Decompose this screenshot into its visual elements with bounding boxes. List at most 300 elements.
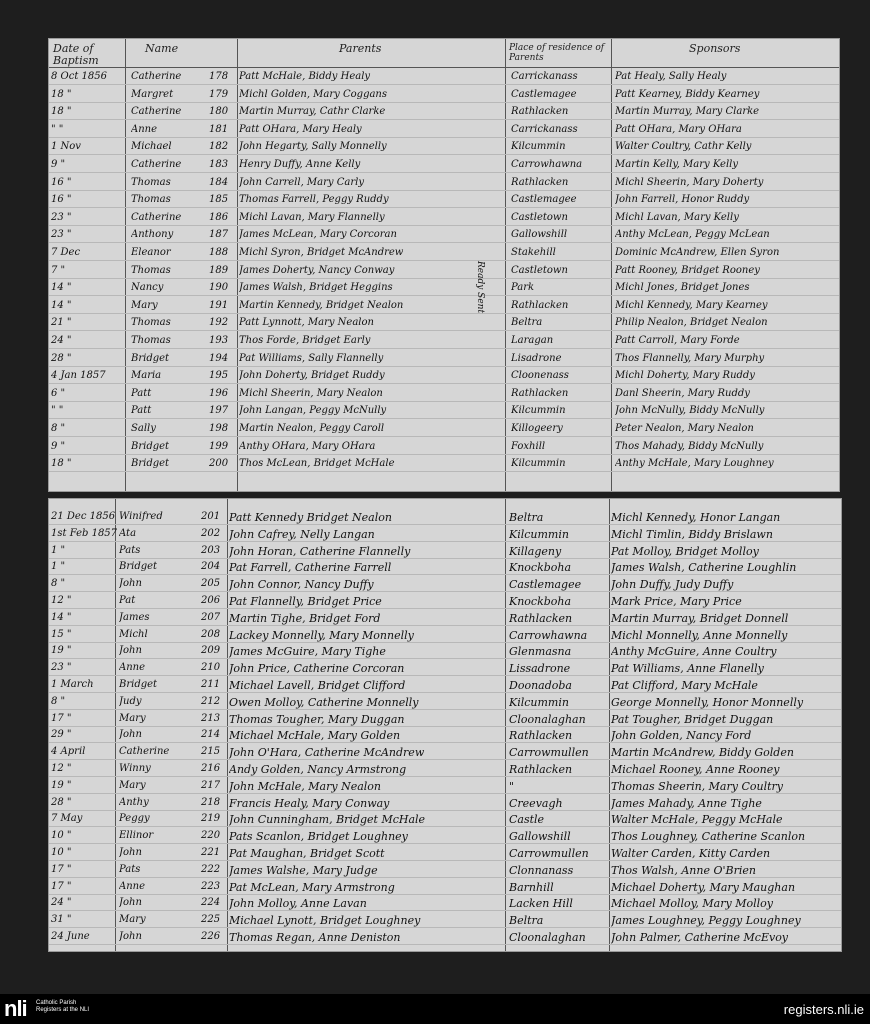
line-rule: [49, 675, 841, 676]
entry-sp: Michael Rooney, Anne Rooney: [611, 763, 780, 776]
entry-num: 182: [209, 141, 229, 153]
entry-parents: Owen Molloy, Catherine Monnelly: [229, 695, 419, 709]
register-entry: [49, 229, 839, 242]
entry-sp: Michl Lavan, Mary Kelly: [615, 211, 739, 223]
entry-res: Castle: [509, 813, 545, 827]
entry-parents: Anthy OHara, Mary OHara: [239, 440, 376, 452]
entry-name: Thomas: [131, 194, 171, 206]
entry-res: Rathlacken: [511, 176, 569, 188]
register-entry: [49, 247, 839, 260]
entry-name: Ata: [119, 527, 137, 539]
entry-num: 211: [201, 679, 221, 690]
register-entry: [49, 612, 841, 625]
entry-num: 222: [201, 863, 221, 875]
register-entry: [49, 931, 841, 944]
entry-num: 191: [209, 299, 229, 311]
entry-parents: Michael Lynott, Bridget Loughney: [229, 914, 421, 928]
entry-sp: Thos Walsh, Anne O'Brien: [611, 863, 756, 877]
entry-sp: Michl Doherty, Mary Ruddy: [615, 370, 755, 382]
entry-name: John: [119, 931, 142, 942]
entry-num: 178: [209, 71, 229, 82]
entry-name: Maria: [131, 370, 162, 382]
line-rule: [49, 726, 841, 727]
entry-sp: Patt Rooney, Bridget Rooney: [615, 264, 760, 276]
entry-res: Gallowshill: [511, 229, 568, 241]
entry-sp: Patt OHara, Mary OHara: [615, 123, 742, 135]
entry-num: 179: [209, 88, 229, 100]
entry-parents: John O'Hara, Catherine McAndrew: [229, 746, 425, 760]
entry-sp: John Golden, Nancy Ford: [611, 729, 752, 743]
entry-sp: Michl Timlin, Biddy Brislawn: [611, 527, 773, 541]
entry-parents: John Molloy, Anne Lavan: [229, 897, 367, 911]
entry-parents: Andy Golden, Nancy Armstrong: [229, 763, 407, 776]
entry-name: Pats: [119, 863, 141, 875]
register-entry: [49, 265, 839, 278]
entry-parents: Martin Tighe, Bridget Ford: [229, 611, 381, 625]
entry-parents: Pat Farrell, Catherine Farrell: [229, 561, 392, 575]
entry-name: Winny: [119, 763, 151, 774]
line-rule: [49, 558, 841, 559]
register-entry: [49, 458, 839, 471]
entry-date: 29 ": [51, 729, 72, 741]
entry-num: 221: [201, 847, 221, 858]
entry-res: Kilcummin: [511, 458, 566, 470]
line-rule: [49, 418, 839, 419]
entry-sp: Peter Nealon, Mary Nealon: [615, 423, 754, 434]
entry-parents: Pats Scanlon, Bridget Loughney: [229, 830, 408, 844]
entry-name: Michl: [119, 628, 148, 640]
entry-num: 187: [209, 229, 229, 241]
entry-name: John: [119, 645, 142, 657]
entry-date: 12 ": [51, 595, 72, 606]
entry-date: " ": [51, 123, 64, 135]
entry-name: Catherine: [131, 211, 182, 223]
register-entry: [49, 89, 839, 102]
entry-name: Thomas: [131, 335, 171, 346]
entry-sp: Thos Flannelly, Mary Murphy: [615, 352, 765, 364]
line-rule: [49, 658, 841, 659]
entry-date: 15 ": [51, 628, 72, 640]
line-rule: [49, 910, 841, 911]
entry-sp: John Farrell, Honor Ruddy: [615, 194, 750, 206]
entry-date: 31 ": [51, 914, 72, 926]
entry-res: Kilcummin: [509, 695, 569, 709]
entry-sp: Walter McHale, Peggy McHale: [611, 813, 783, 827]
line-rule: [49, 383, 839, 384]
header-name: Name: [145, 42, 179, 55]
entry-res: Laragan: [511, 335, 554, 346]
register-entry: [49, 282, 839, 295]
entry-name: John: [119, 847, 142, 858]
entry-num: 196: [209, 387, 229, 399]
entry-res: Cloonenass: [511, 370, 569, 382]
entry-date: 18 ": [51, 106, 72, 118]
entry-res: Knockboha: [509, 561, 572, 575]
line-rule: [49, 608, 841, 609]
entry-date: 8 Oct 1856: [51, 71, 107, 82]
entry-res: Killogeery: [511, 423, 563, 434]
entry-date: 24 ": [51, 897, 72, 909]
entry-res: Foxhill: [511, 440, 546, 452]
line-rule: [49, 894, 841, 895]
entry-num: 192: [209, 317, 229, 329]
entry-date: 7 Dec: [51, 247, 81, 258]
entry-date: 23 ": [51, 662, 72, 674]
entry-date: 4 Jan 1857: [51, 370, 106, 382]
entry-num: 197: [209, 405, 229, 417]
entry-res: Castlemagee: [509, 578, 582, 592]
entry-parents: Michl Syron, Bridget McAndrew: [239, 247, 404, 258]
site-link[interactable]: registers.nli.ie: [783, 1002, 864, 1017]
line-rule: [49, 84, 839, 85]
register-entry: [49, 914, 841, 927]
entry-num: 202: [201, 527, 221, 539]
entry-date: 10 ": [51, 830, 72, 842]
entry-name: Anthony: [131, 229, 174, 241]
entry-date: 14 ": [51, 282, 72, 294]
entry-date: 4 April: [51, 746, 86, 758]
entry-res: Clonnanass: [509, 863, 574, 877]
register-entry: [49, 847, 841, 860]
entry-parents: James McLean, Mary Corcoran: [239, 229, 397, 241]
register-entry: [49, 662, 841, 675]
entry-num: 206: [201, 595, 221, 606]
entry-res: Rathlacken: [511, 387, 569, 399]
entry-parents: Michl Lavan, Mary Flannelly: [239, 211, 385, 223]
register-entry: [49, 441, 839, 454]
line-rule: [49, 776, 841, 777]
entry-name: Anthy: [119, 796, 149, 808]
entry-res: Rathlacken: [509, 729, 573, 743]
entry-parents: James Walshe, Mary Judge: [229, 863, 378, 877]
register-entry: [49, 763, 841, 776]
entry-res: Rathlacken: [509, 611, 573, 625]
register-entry: [49, 679, 841, 692]
entry-name: Judy: [119, 695, 142, 707]
entry-res: Cloonalaghan: [509, 712, 586, 726]
line-rule: [49, 826, 841, 827]
register-entry: [49, 897, 841, 910]
entry-num: 210: [201, 662, 221, 674]
entry-sp: Pat Healy, Sally Healy: [615, 71, 727, 82]
entry-res: Castlemagee: [511, 194, 577, 206]
entry-parents: Patt Kennedy Bridget Nealon: [229, 511, 392, 524]
entry-parents: Pat McLean, Mary Armstrong: [229, 880, 395, 894]
entry-res: Lissadrone: [509, 662, 571, 676]
entry-date: 17 ": [51, 863, 72, 875]
entry-sp: Pat Molloy, Bridget Molloy: [611, 544, 759, 558]
register-entry: [49, 106, 839, 119]
register-entry: [49, 317, 839, 330]
entry-res: Lisadrone: [511, 352, 562, 364]
entry-num: 208: [201, 628, 221, 640]
entry-num: 205: [201, 578, 221, 590]
entry-num: 220: [201, 830, 221, 842]
entry-num: 214: [201, 729, 221, 741]
line-rule: [49, 759, 841, 760]
line-rule: [49, 242, 839, 243]
line-rule: [49, 471, 839, 472]
entry-name: Michael: [131, 141, 172, 153]
entry-name: Anne: [119, 880, 146, 892]
line-rule: [49, 330, 839, 331]
entry-res: ": [509, 779, 515, 793]
line-rule: [49, 295, 839, 296]
register-entry: [49, 353, 839, 366]
entry-date: 9 ": [51, 159, 66, 170]
entry-sp: Thomas Sheerin, Mary Coultry: [611, 779, 783, 793]
register-entry: [49, 545, 841, 558]
header-sponsors: Sponsors: [689, 42, 741, 55]
entry-date: 18 ": [51, 88, 72, 100]
entry-parents: Thos Forde, Bridget Early: [239, 335, 371, 346]
register-entry: [49, 696, 841, 709]
entry-num: 198: [209, 423, 229, 434]
entry-date: 10 ": [51, 847, 72, 858]
entry-date: 17 ": [51, 712, 72, 724]
entry-name: Anne: [119, 662, 146, 674]
entry-date: 24 June: [51, 931, 90, 942]
register-entry: [49, 141, 839, 154]
entry-name: Thomas: [131, 176, 171, 188]
entry-date: 14 ": [51, 611, 72, 623]
entry-sp: Thos Mahady, Biddy McNully: [615, 440, 764, 452]
entry-date: 19 ": [51, 779, 72, 791]
entry-sp: John Duffy, Judy Duffy: [611, 578, 734, 592]
entry-sp: Michael Molloy, Mary Molloy: [611, 897, 773, 911]
entry-sp: Michl Monnelly, Anne Monnelly: [611, 628, 788, 642]
header-rule: [49, 67, 839, 68]
entry-date: 28 ": [51, 352, 72, 364]
line-rule: [49, 625, 841, 626]
entry-name: Mary: [119, 779, 146, 791]
entry-name: Bridget: [131, 352, 170, 364]
entry-date: 21 Dec 1856: [51, 511, 116, 522]
entry-res: Carrowhawna: [509, 628, 588, 642]
entry-num: 188: [209, 247, 229, 258]
entry-name: Eleanor: [131, 247, 171, 258]
entry-res: Gallowshill: [509, 830, 571, 844]
entry-parents: John Doherty, Bridget Ruddy: [239, 370, 385, 382]
entry-res: Carrowmullen: [509, 847, 589, 860]
entry-sp: Walter Carden, Kitty Carden: [611, 847, 771, 860]
entry-res: Castletown: [511, 211, 568, 223]
entry-date: 16 ": [51, 176, 72, 188]
entry-date: 18 ": [51, 458, 72, 470]
entry-date: 1 ": [51, 544, 66, 556]
entry-num: 193: [209, 335, 229, 346]
entry-num: 213: [201, 712, 221, 724]
entry-parents: James Doherty, Nancy Conway: [239, 264, 395, 276]
entry-sp: Pat Williams, Anne Flanelly: [611, 662, 764, 676]
entry-sp: George Monnelly, Honor Monnelly: [611, 695, 804, 709]
entry-name: Catherine: [119, 746, 170, 758]
entry-sp: Anthy McLean, Peggy McLean: [615, 229, 770, 241]
entry-date: 28 ": [51, 796, 72, 808]
entry-res: Lacken Hill: [509, 897, 573, 911]
entry-name: Margret: [131, 88, 174, 100]
entry-num: 183: [209, 159, 229, 170]
entry-sp: John Palmer, Catherine McEvoy: [611, 931, 789, 944]
entry-parents: Lackey Monnelly, Mary Monnelly: [229, 628, 414, 642]
footer-bar: [0, 994, 870, 1024]
entry-date: 1st Feb 1857: [51, 527, 118, 539]
entry-parents: Patt McHale, Biddy Healy: [239, 71, 371, 82]
entry-parents: John Connor, Nancy Duffy: [229, 578, 374, 592]
entry-parents: Thomas Tougher, Mary Duggan: [229, 712, 405, 726]
entry-res: Glenmasna: [509, 645, 572, 659]
entry-parents: Patt OHara, Mary Healy: [239, 123, 362, 135]
entry-name: Thomas: [131, 264, 171, 276]
line-rule: [49, 454, 839, 455]
entry-res: Carrickanass: [511, 123, 578, 135]
line-rule: [49, 574, 841, 575]
entry-num: 215: [201, 746, 221, 758]
line-rule: [49, 401, 839, 402]
entry-num: 181: [209, 123, 229, 135]
line-rule: [49, 348, 839, 349]
entry-num: 224: [201, 897, 221, 909]
entry-sp: Martin Murray, Bridget Donnell: [611, 611, 789, 625]
entry-sp: Martin Murray, Mary Clarke: [615, 106, 760, 118]
entry-res: Park: [511, 282, 535, 294]
entry-res: Creevagh: [509, 796, 563, 810]
entry-num: 219: [201, 813, 221, 825]
line-rule: [49, 877, 841, 878]
entry-name: Sally: [131, 423, 156, 434]
entry-date: 12 ": [51, 763, 72, 774]
entry-date: 1 Nov: [51, 141, 81, 153]
entry-res: Rathlacken: [511, 106, 569, 118]
entry-res: Doonadoba: [509, 679, 572, 692]
line-rule: [49, 190, 839, 191]
register-entry: [49, 629, 841, 642]
entry-parents: Michl Sheerin, Mary Nealon: [239, 387, 383, 399]
entry-sp: Thos Loughney, Catherine Scanlon: [611, 830, 806, 844]
entry-num: 204: [201, 561, 221, 573]
entry-sp: Walter Coultry, Cathr Kelly: [615, 141, 752, 153]
line-rule: [49, 843, 841, 844]
entry-res: Rathlacken: [509, 763, 573, 776]
entry-date: " ": [51, 405, 64, 417]
register-entry: [49, 300, 839, 313]
entry-sp: Philip Nealon, Bridget Nealon: [615, 317, 768, 329]
entry-sp: Danl Sheerin, Mary Ruddy: [615, 387, 750, 399]
entry-parents: Thomas Farrell, Peggy Ruddy: [239, 194, 389, 206]
entry-sp: Pat Clifford, Mary McHale: [611, 679, 758, 692]
entry-num: 199: [209, 440, 229, 452]
entry-name: Patt: [131, 405, 152, 417]
register-entry: [49, 335, 839, 348]
entry-res: Kilcummin: [511, 141, 566, 153]
entry-sp: Martin McAndrew, Biddy Golden: [611, 746, 794, 760]
entry-name: Bridget: [119, 561, 158, 573]
line-rule: [49, 944, 841, 945]
entry-parents: Martin Nealon, Peggy Caroll: [239, 423, 385, 434]
nli-logo[interactable]: nli: [4, 996, 27, 1021]
entry-parents: John Price, Catherine Corcoran: [229, 662, 405, 676]
line-rule: [49, 436, 839, 437]
register-entry: [49, 780, 841, 793]
register-page-bottom: [48, 498, 842, 952]
entry-sp: Dominic McAndrew, Ellen Syron: [615, 247, 780, 258]
entry-date: 1 March: [51, 679, 94, 690]
register-entry: [49, 713, 841, 726]
line-rule: [49, 642, 841, 643]
entry-name: Mary: [119, 914, 146, 926]
entry-num: 201: [201, 511, 221, 522]
line-rule: [49, 154, 839, 155]
entry-num: 185: [209, 194, 229, 206]
entry-name: Nancy: [131, 282, 164, 294]
register-entry: [49, 881, 841, 894]
entry-parents: James Walsh, Bridget Heggins: [239, 282, 393, 294]
entry-parents: Michael McHale, Mary Golden: [229, 729, 401, 743]
entry-res: Cloonalaghan: [509, 931, 586, 944]
register-entry: [49, 595, 841, 608]
entry-date: 8 ": [51, 423, 66, 434]
entry-parents: John Hegarty, Sally Monnelly: [239, 141, 387, 153]
entry-num: 180: [209, 106, 229, 118]
entry-num: 195: [209, 370, 229, 382]
entry-sp: Michl Kennedy, Honor Langan: [611, 511, 781, 524]
entry-name: Catherine: [131, 71, 182, 82]
entry-sp: Anthy McGuire, Anne Coultry: [611, 645, 777, 659]
entry-name: Peggy: [119, 813, 150, 825]
entry-name: John: [119, 729, 142, 741]
entry-parents: John Langan, Peggy McNully: [239, 405, 387, 417]
register-entry: [49, 159, 839, 172]
register-entry: [49, 177, 839, 190]
entry-sp: James Loughney, Peggy Loughney: [611, 914, 801, 928]
register-entry: [49, 124, 839, 137]
entry-date: 8 ": [51, 695, 66, 707]
entry-res: Carrowmullen: [509, 746, 589, 760]
entry-parents: Henry Duffy, Anne Kelly: [239, 159, 361, 170]
entry-res: Carrickanass: [511, 71, 578, 82]
entry-res: Carrowhawna: [511, 159, 583, 170]
entry-parents: James McGuire, Mary Tighe: [229, 645, 386, 659]
entry-sp: Mark Price, Mary Price: [611, 595, 742, 608]
line-rule: [49, 591, 841, 592]
register-entry: [49, 423, 839, 436]
line-rule: [49, 810, 841, 811]
entry-num: 216: [201, 763, 221, 774]
register-entry: [49, 578, 841, 591]
entry-parents: John Cafrey, Nelly Langan: [229, 527, 375, 541]
entry-num: 225: [201, 914, 221, 926]
line-rule: [49, 102, 839, 103]
register-entry: [49, 813, 841, 826]
register-entry: [49, 511, 841, 524]
entry-num: 218: [201, 796, 221, 808]
register-entry: [49, 645, 841, 658]
entry-name: Pat: [119, 595, 136, 606]
line-rule: [49, 742, 841, 743]
register-entry: [49, 405, 839, 418]
entry-date: 8 ": [51, 578, 66, 590]
register-entry: [49, 194, 839, 207]
entry-parents: Martin Murray, Cathr Clarke: [239, 106, 386, 118]
line-rule: [49, 366, 839, 367]
register-entry: [49, 212, 839, 225]
entry-parents: Michael Lavell, Bridget Clifford: [229, 679, 406, 692]
entry-parents: John Horan, Catherine Flannelly: [229, 544, 411, 558]
line-rule: [49, 313, 839, 314]
entry-num: 209: [201, 645, 221, 657]
register-entry: [49, 561, 841, 574]
entry-num: 223: [201, 880, 221, 892]
